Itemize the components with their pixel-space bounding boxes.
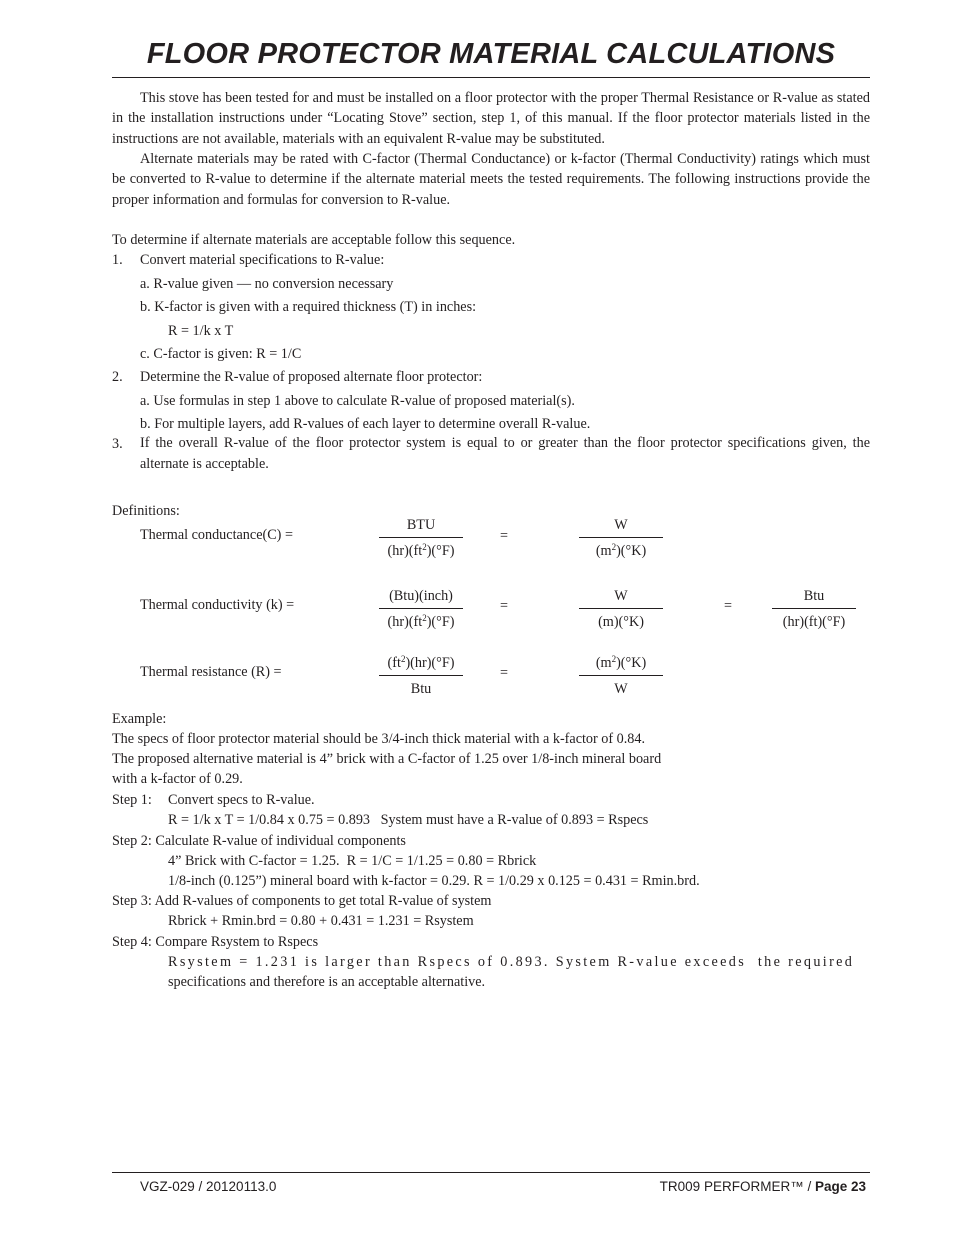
equals-sign: = bbox=[724, 598, 733, 614]
fraction-denominator: $(hr)(ft^2)(^\circ F)$ bbox=[387, 542, 455, 559]
step1-text: Convert material specifications to R-value: bbox=[140, 252, 385, 268]
conductance-label: Thermal conductance(C) = bbox=[140, 527, 293, 543]
fraction-numerator: Btu bbox=[772, 587, 856, 609]
example-step3-detail: Rbrick + Rmin.brd = 0.80 + 0.431 = 1.231 = Rsystem bbox=[168, 913, 474, 929]
footer-product: TR009 PERFORMER™ / bbox=[659, 1179, 815, 1194]
step1-b: b. K-factor is given with a required thickness (T) in inches: bbox=[140, 299, 477, 315]
footer-document-code: VGZ-029 / 20120113.0 bbox=[140, 1179, 277, 1194]
fraction-numerator: (Btu)(inch) bbox=[379, 587, 463, 609]
example-step2: Step 2: Calculate R-value of individual components bbox=[112, 833, 406, 849]
sequence-lead: To determine if alternate materials are acceptable follow this sequence. bbox=[112, 232, 516, 248]
fraction-numerator: BTU bbox=[379, 516, 463, 538]
page-title: FLOOR PROTECTOR MATERIAL CALCULATIONS bbox=[146, 38, 836, 70]
fraction-numerator: $(ft^2)(hr)(^\circ F)$ bbox=[379, 654, 463, 676]
fraction-denominator: $(m^2)(^\circ K)$ bbox=[595, 542, 647, 559]
fraction-numerator: W bbox=[579, 516, 663, 538]
example-step1-text: Convert specs to R-value. bbox=[168, 792, 315, 808]
fraction-numerator: W bbox=[579, 587, 663, 609]
example-step2-detail-2: 1/8-inch (0.125”) mineral board with k-factor = 0.29. R = 1/0.29 x 0.125 = 0.431 = Rmin.brd. bbox=[168, 873, 700, 889]
step1-number: 1. bbox=[112, 252, 123, 268]
footer-divider bbox=[112, 1172, 870, 1173]
step3-number: 3. bbox=[112, 436, 123, 452]
equals-sign: = bbox=[500, 598, 509, 614]
conductivity-label: Thermal conductivity (k) = bbox=[140, 597, 295, 613]
intro-paragraph-1: This stove has been tested for and must be installed on a floor protector with the proper Thermal Resistance or R-value as stated in the installation instructions under “Locating Stove” section, step 1, of this manual. If the floor protector materials listed in the instructions are not available, materials with an equivalent R-value may be substituted. bbox=[112, 90, 870, 147]
example-line-3: with a k-factor of 0.29. bbox=[112, 771, 243, 787]
step2-text: Determine the R-value of proposed alternate floor protector: bbox=[140, 369, 483, 385]
fraction-denominator: (m)(°K) bbox=[598, 614, 644, 630]
step1-b-formula: R = 1/k x T bbox=[168, 323, 234, 339]
conductance-fraction-metric bbox=[579, 516, 663, 560]
conductivity-fraction-imperial bbox=[379, 587, 463, 631]
equals-sign: = bbox=[500, 528, 509, 544]
resistance-fraction-metric bbox=[579, 654, 663, 698]
step2-a: a. Use formulas in step 1 above to calculate R-value of proposed material(s). bbox=[140, 393, 575, 409]
fraction-denominator: (hr)(ft)(°F) bbox=[782, 614, 846, 630]
fraction-denominator: Btu bbox=[410, 681, 432, 697]
example-step3: Step 3: Add R-values of components to get total R-value of system bbox=[112, 893, 492, 909]
example-line-2: The proposed alternative material is 4” brick with a C-factor of 1.25 over 1/8-inch mineral board bbox=[112, 751, 662, 767]
step1-a: a. R-value given — no conversion necessary bbox=[140, 276, 394, 292]
fraction-numerator: $(m^2)(^\circ K)$ bbox=[579, 654, 663, 676]
example-step1-detail: R = 1/k x T = 1/0.84 x 0.75 = 0.893 System must have a R-value of 0.893 = Rspecs bbox=[168, 812, 649, 828]
step2-b: b. For multiple layers, add R-values of each layer to determine overall R-value. bbox=[140, 416, 591, 432]
step2-number: 2. bbox=[112, 369, 123, 385]
fraction-denominator: $(hr)(ft^2)(^\circ F)$ bbox=[387, 613, 455, 630]
example-step4-detail-1: Rsystem = 1.231 is larger than Rspecs of 0.893. System R-value exceeds the required bbox=[168, 954, 855, 970]
example-step2-detail-1: 4” Brick with C-factor = 1.25. R = 1/C = 1/1.25 = 0.80 = Rbrick bbox=[168, 853, 537, 869]
footer-page-info bbox=[660, 1179, 866, 1194]
resistance-label: Thermal resistance (R) = bbox=[140, 664, 282, 680]
equals-sign: = bbox=[500, 665, 509, 681]
title-divider bbox=[112, 77, 870, 78]
example-line-1: The specs of floor protector material should be 3/4-inch thick material with a k-factor of 0.84. bbox=[112, 731, 646, 747]
fraction-denominator: W bbox=[614, 681, 628, 697]
step1-c: c. C-factor is given: R = 1/C bbox=[140, 346, 302, 362]
example-step1-label: Step 1: bbox=[112, 792, 152, 808]
conductivity-fraction-feet bbox=[772, 587, 856, 631]
footer-page-number: Page 23 bbox=[814, 1179, 866, 1194]
resistance-fraction-imperial bbox=[379, 654, 463, 698]
intro-paragraph-2: Alternate materials may be rated with C-factor (Thermal Conductance) or k-factor (Thermal Conductivity) ratings which must be converted to R-value to determine if the alternate material meets the tested requirements. The following instructions provide the proper information and formulas for conversion to R-value. bbox=[112, 151, 870, 208]
example-heading: Example: bbox=[112, 711, 167, 727]
step3-text: If the overall R-value of the floor protector system is equal to or greater than the floor protector specifications given, the alternate is acceptable. bbox=[140, 435, 870, 472]
example-step4: Step 4: Compare Rsystem to Rspecs bbox=[112, 934, 319, 950]
example-step4-detail-2: specifications and therefore is an acceptable alternative. bbox=[168, 974, 486, 990]
definitions-heading: Definitions: bbox=[112, 503, 180, 519]
conductance-fraction-imperial bbox=[379, 516, 463, 560]
conductivity-fraction-metric bbox=[579, 587, 663, 631]
